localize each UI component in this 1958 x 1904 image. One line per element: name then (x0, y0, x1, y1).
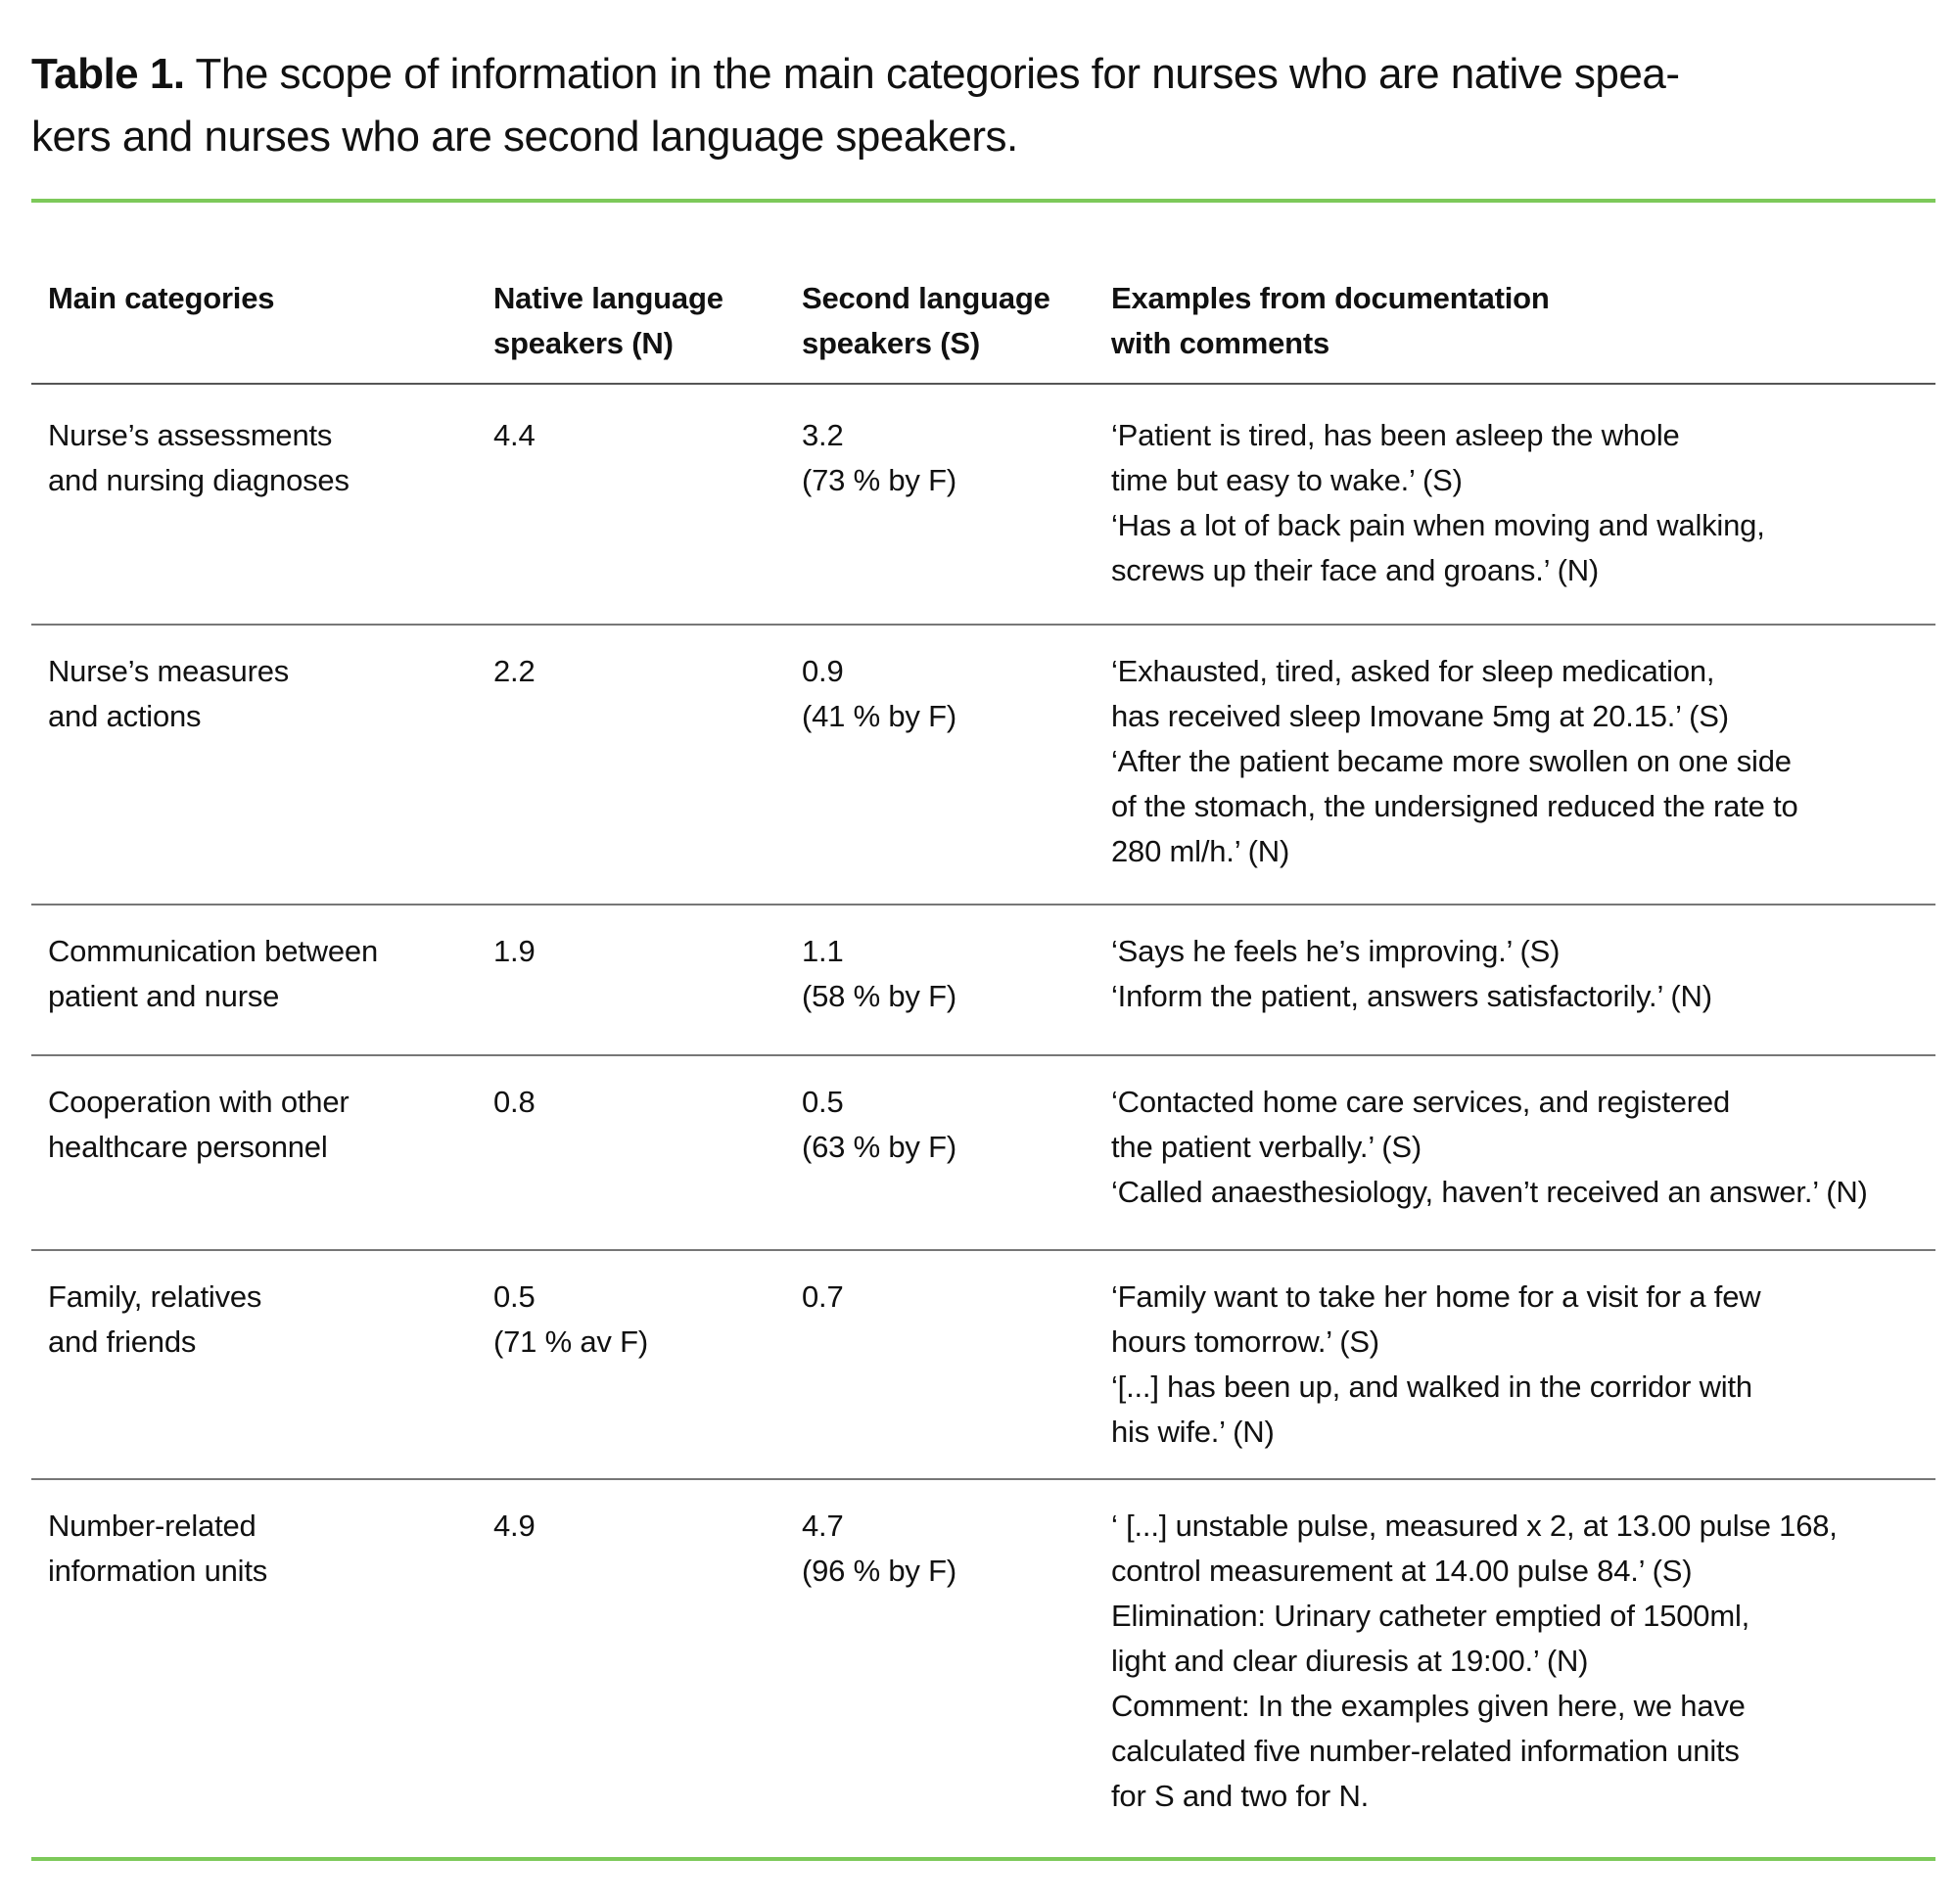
caption-label: Table 1. (31, 50, 185, 98)
row-divider (31, 1054, 1935, 1056)
row-divider (31, 904, 1935, 906)
examples-cell-line: the patient verbally.’ (S) (1111, 1130, 1422, 1164)
second-value-cell (802, 413, 956, 503)
examples-cell (1111, 413, 1765, 593)
second-value-cell (802, 1080, 956, 1170)
row-divider (31, 1249, 1935, 1251)
category-cell-line: patient and nurse (48, 979, 280, 1013)
header-main-categories-line: Main categories (48, 281, 275, 315)
native-value-cell-line: 0.8 (493, 1085, 536, 1119)
second-value-cell (802, 929, 956, 1019)
table-caption (31, 43, 1940, 168)
second-value-cell-line: 4.7 (802, 1509, 844, 1543)
second-value-cell-line: 3.2 (802, 418, 844, 452)
category-cell (48, 1504, 267, 1594)
examples-cell-line: screws up their face and groans.’ (N) (1111, 553, 1599, 587)
category-cell (48, 1275, 261, 1365)
native-value-cell-line: 2.2 (493, 654, 536, 688)
native-value-cell (493, 413, 536, 458)
examples-cell-line: ‘[...] has been up, and walked in the corridor with (1111, 1370, 1752, 1404)
category-cell-line: Nurse’s assessments (48, 418, 333, 452)
category-cell-line: healthcare personnel (48, 1130, 328, 1164)
examples-cell (1111, 1080, 1868, 1215)
native-value-cell-line: 0.5 (493, 1279, 536, 1314)
native-value-cell-line: 4.4 (493, 418, 536, 452)
category-cell (48, 413, 350, 503)
category-cell (48, 929, 378, 1019)
category-cell-line: and friends (48, 1324, 197, 1359)
header-examples-line: Examples from documentation (1111, 281, 1550, 315)
category-cell (48, 1080, 350, 1170)
native-value-cell-line: (71 % av F) (493, 1324, 649, 1359)
native-value-cell (493, 1275, 648, 1365)
caption-text-line2: kers and nurses who are second language speakers. (31, 113, 1018, 161)
category-cell-line: Cooperation with other (48, 1085, 350, 1119)
second-value-cell (802, 649, 956, 739)
row-divider (31, 624, 1935, 626)
header-main-categories (48, 276, 274, 321)
native-value-cell (493, 1080, 536, 1125)
examples-cell-line: of the stomach, the undersigned reduced the rate to (1111, 789, 1798, 823)
examples-cell (1111, 1504, 1838, 1819)
second-value-cell-line: (96 % by F) (802, 1554, 957, 1588)
header-second-line: Second language (802, 281, 1050, 315)
category-cell-line: information units (48, 1554, 268, 1588)
second-value-cell-line: 1.1 (802, 934, 844, 968)
examples-cell (1111, 1275, 1760, 1455)
native-value-cell (493, 929, 536, 974)
second-value-cell-line: 0.7 (802, 1279, 844, 1314)
examples-cell-line: time but easy to wake.’ (S) (1111, 463, 1463, 497)
examples-cell (1111, 649, 1798, 874)
examples-cell-line: calculated five number-related information units (1111, 1734, 1740, 1768)
category-cell-line: Nurse’s measures (48, 654, 290, 688)
header-examples-line: with comments (1111, 326, 1330, 360)
category-cell-line: Communication between (48, 934, 378, 968)
native-value-cell (493, 649, 536, 694)
examples-cell-line: Comment: In the examples given here, we have (1111, 1689, 1746, 1723)
header-second (802, 276, 1050, 366)
second-value-cell-line: 0.5 (802, 1085, 844, 1119)
examples-cell-line: ‘Called anaesthesiology, haven’t received an answer.’ (N) (1111, 1175, 1868, 1209)
header-native-line: Native language (493, 281, 723, 315)
category-cell (48, 649, 289, 739)
examples-cell-line: his wife.’ (N) (1111, 1415, 1275, 1449)
second-value-cell-line: (41 % by F) (802, 699, 957, 733)
header-rule (31, 383, 1935, 385)
second-value-cell (802, 1504, 956, 1594)
second-value-cell-line: (63 % by F) (802, 1130, 957, 1164)
bottom-rule (31, 1857, 1935, 1861)
row-divider (31, 1478, 1935, 1480)
top-rule (31, 199, 1935, 203)
examples-cell-line: hours tomorrow.’ (S) (1111, 1324, 1379, 1359)
native-value-cell-line: 4.9 (493, 1509, 536, 1543)
examples-cell-line: ‘After the patient became more swollen on one side (1111, 744, 1792, 778)
examples-cell-line: Elimination: Urinary catheter emptied of 1500ml, (1111, 1599, 1750, 1633)
examples-cell-line: control measurement at 14.00 pulse 84.’ (S) (1111, 1554, 1693, 1588)
second-value-cell-line: 0.9 (802, 654, 844, 688)
header-examples (1111, 276, 1550, 366)
second-value-cell-line: (73 % by F) (802, 463, 957, 497)
native-value-cell (493, 1504, 536, 1549)
header-second-line: speakers (S) (802, 326, 980, 360)
caption-text: The scope of information in the main categories for nurses who are native spea- (184, 50, 1680, 98)
examples-cell-line: 280 ml/h.’ (N) (1111, 834, 1290, 868)
second-value-cell-line: (58 % by F) (802, 979, 957, 1013)
examples-cell-line: ‘Has a lot of back pain when moving and walking, (1111, 508, 1765, 542)
examples-cell-line: ‘Family want to take her home for a visit for a few (1111, 1279, 1761, 1314)
examples-cell-line: ‘Contacted home care services, and registered (1111, 1085, 1730, 1119)
examples-cell-line: light and clear diuresis at 19:00.’ (N) (1111, 1644, 1589, 1678)
native-value-cell-line: 1.9 (493, 934, 536, 968)
examples-cell-line: ‘Exhausted, tired, asked for sleep medication, (1111, 654, 1715, 688)
examples-cell-line: ‘Inform the patient, answers satisfactorily.’ (N) (1111, 979, 1712, 1013)
header-native-line: speakers (N) (493, 326, 674, 360)
examples-cell-line: for S and two for N. (1111, 1779, 1370, 1813)
category-cell-line: and actions (48, 699, 202, 733)
examples-cell (1111, 929, 1712, 1019)
category-cell-line: Number-related (48, 1509, 256, 1543)
category-cell-line: and nursing diagnoses (48, 463, 350, 497)
header-native (493, 276, 723, 366)
second-value-cell (802, 1275, 844, 1320)
examples-cell-line: ‘ [...] unstable pulse, measured x 2, at 13.00 pulse 168, (1111, 1509, 1838, 1543)
category-cell-line: Family, relatives (48, 1279, 262, 1314)
examples-cell-line: ‘Patient is tired, has been asleep the whole (1111, 418, 1680, 452)
examples-cell-line: ‘Says he feels he’s improving.’ (S) (1111, 934, 1561, 968)
examples-cell-line: has received sleep Imovane 5mg at 20.15.’ (S) (1111, 699, 1729, 733)
